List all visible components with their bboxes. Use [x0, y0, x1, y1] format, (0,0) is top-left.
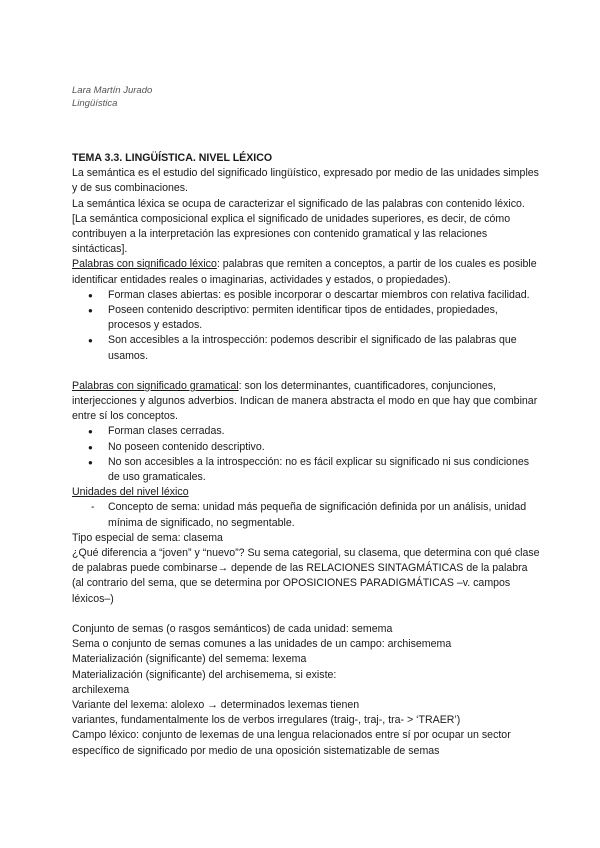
header-subject: Lingüística	[72, 98, 118, 109]
lexico-text: : palabras que remiten a conceptos, a partir de los cuales es posible identificar entidades reales o imaginarias, actividades y estados, o propiedades).	[72, 258, 537, 286]
document-body	[72, 151, 540, 759]
final-line: Sema o conjunto de semas comunes a las unidades de un campo: archisemema	[72, 638, 452, 651]
final-line: Conjunto de semas (o rasgos semánticos) de cada unidad: semema	[72, 622, 393, 635]
list-item: ● Son accesibles a la introspección: podemos describir el significado de las palabras que usamos.	[72, 333, 540, 363]
final-line: variantes, fundamentalmente los de verbos irregulares (traig-, traj-, tra- > ‘TRAER’)	[72, 714, 461, 727]
tipo-paragraph: Tipo especial de sema: clasema	[72, 531, 223, 544]
gramatical-term: Palabras con significado gramatical	[72, 379, 239, 392]
gramatical-paragraph	[72, 379, 540, 425]
final-line: archilexema	[72, 683, 130, 696]
pregunta-paragraph: ¿Qué diferencia a “joven” y “nuevo”? Su sema categorial, su clasema, que determina con qué clase de palabras puede combinarse→ depende de las RELACIONES SINTAGMÁTICAS de la palabra (al contrario del sema, que se determina por OPOSICIONES PARADIGMÁTICAS –v. campos léxicos–)	[72, 547, 540, 605]
unidades-dash-list	[72, 500, 540, 530]
spacer	[72, 364, 540, 379]
final-line: Variante del lexema: alolexo → determinados lexemas tienen	[72, 698, 360, 711]
gramatical-text: : son los determinantes, cuantificadores, conjunciones, interjecciones y algunos adverbios. Indican de manera abstracta el modo en que hay que combinar entre sí los conceptos.	[72, 379, 538, 423]
gramatical-bullet-list	[72, 424, 540, 485]
intro-paragraph: La semántica es el estudio del significado lingüístico, expresado por medio de las unidades simples y de sus combinaciones.	[72, 167, 539, 195]
final-line: Materialización (significante) del archisemema, si existe:	[72, 668, 337, 681]
header-author: Lara Martín Jurado	[72, 85, 153, 96]
lexico-paragraph	[72, 257, 540, 287]
unidades-heading: Unidades del nivel léxico	[72, 486, 189, 499]
spacer	[72, 607, 540, 622]
page-header	[72, 84, 152, 110]
lexico-bullet-list	[72, 288, 540, 364]
list-item: - Concepto de sema: unidad más pequeña de significación definida por un análisis, unidad mínima de significado, no segmentable.	[72, 500, 540, 530]
lexico-term: Palabras con significado léxico	[72, 258, 217, 271]
intro-paragraph: La semántica léxica se ocupa de caracterizar el significado de las palabras con contenido léxico.	[72, 197, 525, 210]
list-item: ● Forman clases abiertas: es posible incorporar o descartar miembros con relativa facilidad.	[72, 288, 540, 303]
list-item: ● Poseen contenido descriptivo: permiten identificar tipos de entidades, propiedades, procesos y estados.	[72, 303, 540, 333]
document-title: TEMA 3.3. LINGÜÍSTICA. NIVEL LÉXICO	[72, 152, 273, 164]
final-line: Materialización (significante) del semema: lexema	[72, 653, 307, 666]
list-item: ● No poseen contenido descriptivo.	[72, 440, 540, 455]
final-line: Campo léxico: conjunto de lexemas de una lengua relacionados entre sí por ocupar un sector específico de significado por medio de una oposición sistematizable de semas	[72, 729, 511, 757]
intro-paragraph: [La semántica composicional explica el significado de unidades superiores, es decir, de cómo contribuyen a la interpretación las expresiones con contenido gramatical y las relaciones sintácticas].	[72, 212, 511, 256]
list-item: ● Forman clases cerradas.	[72, 424, 540, 439]
list-item: ● No son accesibles a la introspección: no es fácil explicar su significado ni sus condiciones de uso gramaticales.	[72, 455, 540, 485]
